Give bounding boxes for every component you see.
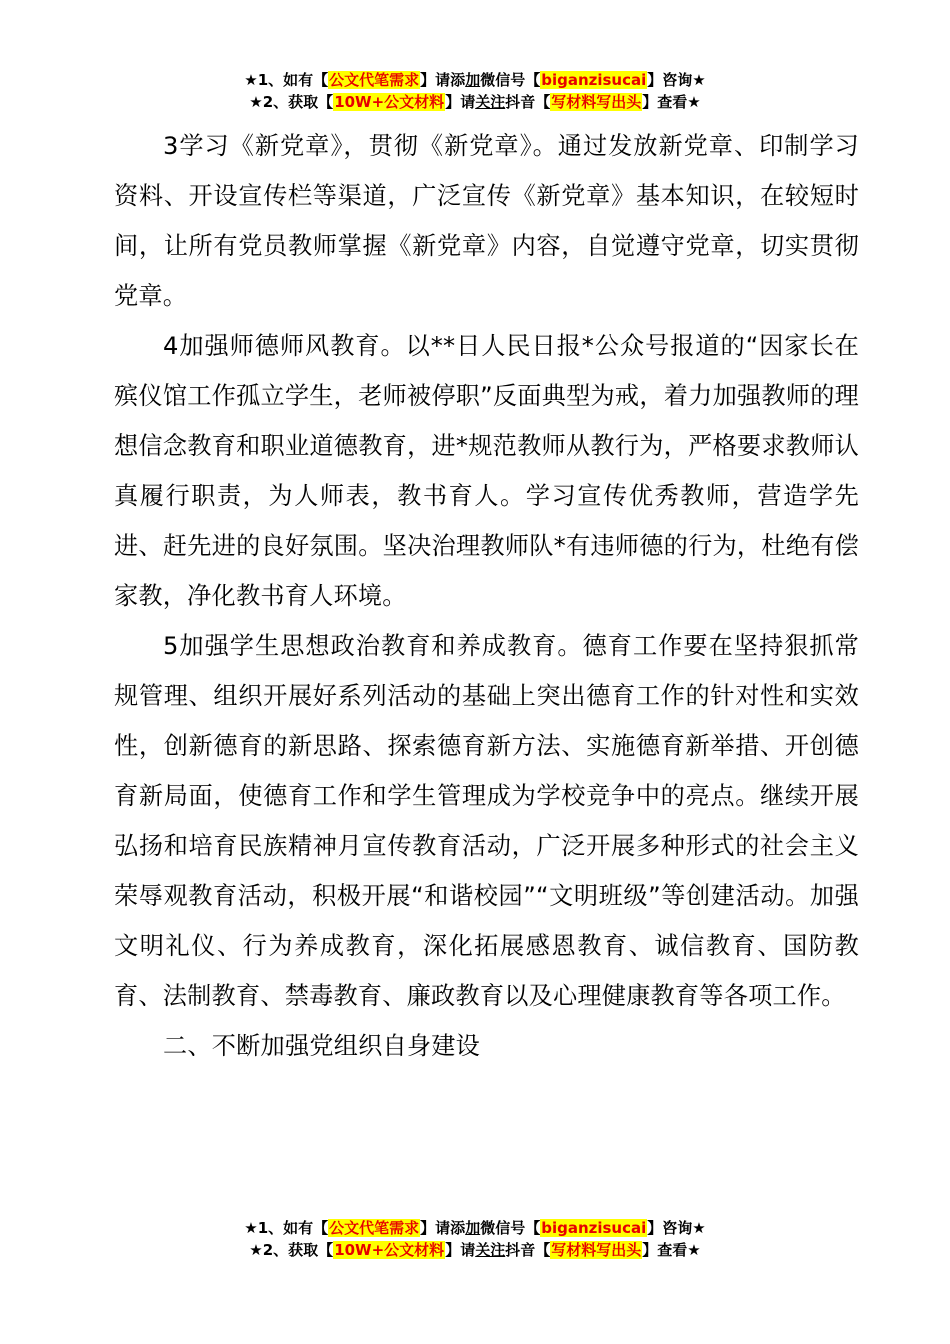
footer-promo-banner: [0, 1217, 950, 1261]
document-body: [114, 121, 859, 1071]
paragraph-study-party-constitution: 3学习《新党章》，贯彻《新党章》。通过发放新党章、印制学习资料、开设宣传栏等渠道，广泛宣传《新党章》基本知识，在较短时间，让所有党员教师掌握《新党章》内容，自觉遵守党章，切实贯彻党章。: [114, 132, 859, 310]
promo-line-1-middle: 】请添: [420, 71, 466, 89]
footer-line-1-highlight-wechat: biganzisucai: [541, 1219, 647, 1237]
footer-line-2-prefix: ★2、获取【: [249, 1241, 334, 1259]
promo-line-2-middle: 】请: [445, 93, 476, 111]
promo-line-2-prefix: ★2、获取【: [249, 93, 334, 111]
promo-line-2-suffix: 】查看★: [642, 93, 701, 111]
footer-line-1-suffix: 】咨询★: [647, 1219, 706, 1237]
footer-line-2-middle: 】请: [445, 1241, 476, 1259]
footer-promo-line-1: [0, 1217, 950, 1239]
promo-line-1: [0, 69, 950, 91]
paragraph-teacher-ethics: 4加强师德师风教育。以**日人民日报*公众号报道的“因家长在殡仪馆工作孤立学生，老师被停职”反面典型为戒，着力加强教师的理想信念教育和职业道德教育，进*规范教师从教行为，严格要求教师认真履行职责，为人师表，教书育人。学习宣传优秀教师，营造学先进、赶先进的良好氛围。坚决治理教师队*有违师德的行为，杜绝有偿家教，净化教书育人环境。: [114, 332, 859, 610]
promo-line-1-underlined: 加: [465, 71, 481, 89]
promo-line-2-middle-2: 抖音【: [505, 93, 551, 111]
promo-line-1-highlight-wechat: biganzisucai: [541, 71, 647, 89]
footer-line-1-highlight-service: 公文代笔需求: [329, 1219, 420, 1237]
footer-line-1-prefix: ★1、如有【: [244, 1219, 329, 1237]
promo-line-1-suffix: 】咨询★: [647, 71, 706, 89]
promo-line-1-middle-2: 微信号【: [480, 71, 541, 89]
footer-line-2-highlight-douyin: 写材料写出头: [551, 1241, 642, 1259]
footer-line-2-suffix: 】查看★: [642, 1241, 701, 1259]
promo-line-1-highlight-service: 公文代笔需求: [329, 71, 420, 89]
promo-line-2: [0, 91, 950, 113]
promo-line-2-highlight-douyin: 写材料写出头: [551, 93, 642, 111]
footer-line-1-middle-2: 微信号【: [480, 1219, 541, 1237]
promo-line-2-underlined: 关注: [475, 93, 506, 111]
footer-line-2-middle-2: 抖音【: [505, 1241, 551, 1259]
footer-line-1-middle: 】请添: [420, 1219, 466, 1237]
header-promo-banner: [0, 69, 950, 113]
footer-line-2-highlight-materials: 10W+公文材料: [334, 1241, 445, 1259]
footer-line-1-underlined: 加: [465, 1219, 481, 1237]
promo-line-1-prefix: ★1、如有【: [244, 71, 329, 89]
promo-line-2-highlight-materials: 10W+公文材料: [334, 93, 445, 111]
footer-promo-line-2: [0, 1239, 950, 1261]
footer-line-2-underlined: 关注: [475, 1241, 506, 1259]
section-heading-party-building: 二、不断加强党组织自身建设: [163, 1032, 481, 1060]
paragraph-student-education: 5加强学生思想政治教育和养成教育。德育工作要在坚持狠抓常规管理、组织开展好系列活动的基础上突出德育工作的针对性和实效性，创新德育的新思路、探索德育新方法、实施德育新举措、开创德育新局面，使德育工作和学生管理成为学校竞争中的亮点。继续开展弘扬和培育民族精神月宣传教育活动，广泛开展多种形式的社会主义荣辱观教育活动，积极开展“和谐校园”“文明班级”等创建活动。加强文明礼仪、行为养成教育，深化拓展感恩教育、诚信教育、国防教育、法制教育、禁毒教育、廉政教育以及心理健康教育等各项工作。: [114, 632, 859, 1010]
